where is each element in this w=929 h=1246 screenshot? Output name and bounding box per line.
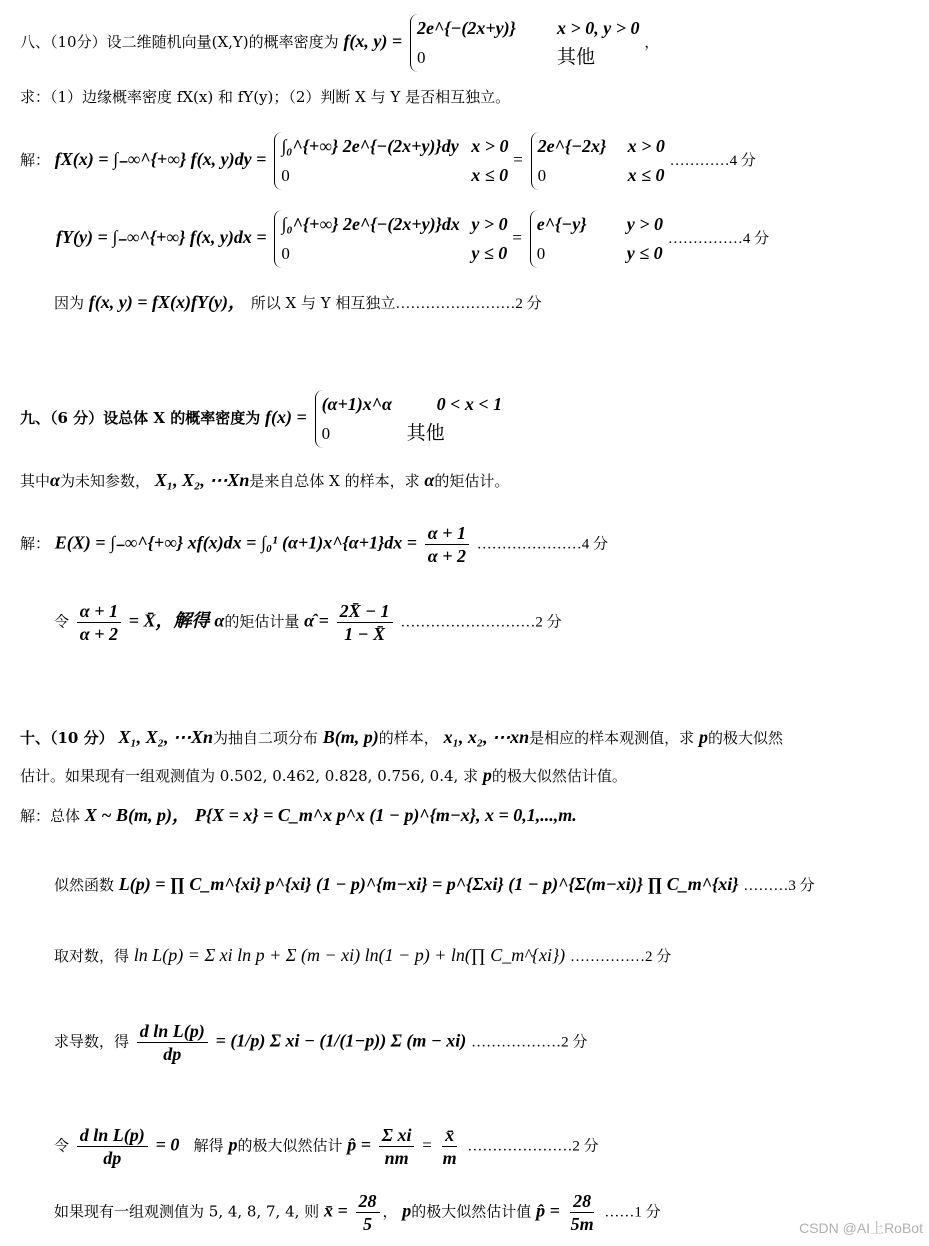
s8-fy-r2: 0 (536, 244, 546, 263)
s9-let-fraction (77, 600, 121, 645)
s8-sol-label: 解： (20, 151, 51, 169)
s9-ex-formula: E(X) = ∫₋∞^{+∞} xf(x)dx = ∫₀¹ (α+1)x^{α+1}dx = (54, 532, 418, 553)
s9-ex-fraction (425, 522, 469, 567)
s9-hat-fraction (337, 600, 393, 645)
s8-fy-c2: 0 (281, 244, 290, 263)
s8-fx-score: …………4 分 (669, 153, 756, 169)
s8-density-cases (410, 14, 640, 72)
s10-set-den: nm (384, 1148, 409, 1168)
s8-ask: 求：（1）边缘概率密度 fX(x) 和 fY(y)；（2）判断 X 与 Y 是否相互独立。 (20, 88, 511, 106)
s8-fy-result (530, 210, 663, 268)
s10-sol-pmf: P{X = x} = C_m^x p^x (1 − p)^{m−x}, x = 0,1,...,m. (194, 805, 577, 825)
s10-q2-b: 的极大似然估计值。 (491, 767, 627, 785)
s10-der-num: d ln L(p) (137, 1020, 208, 1043)
s9-let-num: α + 1 (77, 600, 121, 623)
s10-obs: x₁, x₂, ⋯xn (443, 727, 530, 747)
s10-solution-line (20, 805, 577, 826)
s9-hat-den: 1 − X̄ (344, 624, 386, 644)
s9-case1: (α+1)x^α (321, 394, 392, 414)
s10-final: 如果现有一组观测值为 5, 4, 8, 7, 4, 则 x̄ = $\frac{28}{5}$ ， p的极大似然估计值 p̂ = $\frac{28}{5m}$ ……1 分 (54, 1191, 661, 1234)
s10-q-a: 十、（10 分） (20, 729, 114, 747)
s10-sol-dist: X ~ B(m, p)， (84, 805, 191, 825)
s9-let-eq: = X̄，解得 (128, 610, 210, 631)
s8-cond1: x > 0, y > 0 (556, 18, 640, 38)
s10-log-formula: ln L(p) = Σ xi ln p + Σ (m − xi) ln(1 − p) + ln(∏ C_m^{xi}) (133, 945, 566, 965)
s8-fy-k1: y > 0 (471, 214, 508, 234)
s10-fin-x-fraction (356, 1190, 380, 1235)
s9-ex-score: …………………4 分 (476, 536, 609, 553)
s8-tail: ， (644, 33, 660, 51)
s10-p-4: p (402, 1200, 412, 1221)
s9-params-d: 的矩估计。 (434, 472, 510, 490)
s8-fx-line: 解： fX(x) = ∫₋∞^{+∞} f(x, y)dy = ∫₀^{+∞} 2e^{−(2x+y)}dy x > 0 0 x ≤ 0 = 2e^{−2x} x > 0 0 x ≤ 0 …………4 分 (20, 132, 756, 190)
s10-lik-score: ………3 分 (743, 878, 815, 894)
s9-cond1: 0 < x < 1 (436, 394, 503, 414)
s10-set-mean-fraction (440, 1124, 460, 1169)
s8-fx-c2: 0 (281, 166, 290, 185)
s9-expectation (20, 522, 608, 567)
s8-fy-r1: e^{−y} (536, 214, 587, 234)
s9-params-c: 是来自总体 X 的样本，求 (249, 472, 420, 490)
s10-fin-fraction (568, 1190, 597, 1235)
s10-set-score: …………………2 分 (467, 1138, 599, 1155)
s8-independence (54, 292, 542, 314)
s8-case2: 0 (416, 48, 426, 67)
s9-sol-label: 解： (20, 534, 51, 553)
s10-q2-a: 估计。如果现有一组观测值为 0.502, 0.462, 0.828, 0.756, 0.4, 求 (20, 767, 479, 785)
s10-log (54, 945, 671, 967)
s10-set-b: 解得 (193, 1136, 224, 1155)
s8-question-line (20, 14, 659, 72)
s9-density-label: f(x) = (265, 407, 307, 427)
s10-p-2: p (482, 765, 492, 785)
s9-let: 令 (54, 612, 70, 631)
s10-log-a: 取对数，得 (54, 947, 130, 965)
s10-likelihood (54, 874, 815, 896)
s10-set-fraction (77, 1124, 148, 1169)
s10-fin-x: x̄ = (323, 1200, 348, 1221)
s10-set-mle-fraction (379, 1124, 415, 1169)
s10-der-score: ………………2 分 (471, 1034, 588, 1051)
s10-q-d: 是相应的样本观测值，求 (529, 729, 695, 747)
s10-question-line (20, 727, 783, 748)
s8-question-text: 八、（10分）设二维随机向量(X,Y)的概率密度为 (20, 33, 339, 51)
s8-fx-r1: 2e^{−2x} (537, 136, 607, 156)
s8-fy-c1: ∫₀^{+∞} 2e^{−(2x+y)}dx (281, 214, 460, 234)
s10-sample: X₁, X₂, ⋯Xn (118, 727, 213, 747)
s8-fy-lhs: fY(y) = ∫₋∞^{+∞} f(x, y)dx = (56, 227, 267, 247)
s10-fin-b: 的极大似然估计值 (411, 1202, 532, 1221)
s10-set-hat: p̂ = (347, 1134, 372, 1155)
s10-set-a: 令 (54, 1136, 70, 1155)
s9-question-text: 九、（6 分）设总体 X 的概率密度为 (20, 409, 261, 427)
s10-p: p (698, 727, 708, 747)
s8-fx-c1: ∫₀^{+∞} 2e^{−(2x+y)}dy (281, 136, 459, 156)
s10-lik-a: 似然函数 (54, 876, 115, 894)
s9-case2: 0 (321, 424, 331, 443)
s10-dist: B(m, p) (322, 727, 379, 747)
s10-fin-a: 如果现有一组观测值为 5, 4, 8, 7, 4, 则 (54, 1202, 320, 1221)
s8-case1: 2e^{−(2x+y)} (416, 18, 516, 38)
s10-set-c: 的极大似然估计 (237, 1136, 343, 1155)
s10-fin-den: 5m (570, 1214, 594, 1234)
s9-params-b: 为未知参数， (59, 472, 150, 490)
s9-sample: X₁, X₂, ⋯Xn (154, 470, 250, 490)
s8-fx-r2: 0 (537, 166, 547, 185)
s10-question-line-2 (20, 765, 627, 786)
s10-set-r-num: x̄ (442, 1124, 457, 1147)
s9-cond2: 其他 (406, 422, 445, 444)
s9-alpha: α (50, 470, 60, 490)
s9-alpha-3: α (214, 610, 225, 631)
s8-ind-score: ……………………2 分 (395, 296, 542, 312)
s8-fy-k2: y ≤ 0 (471, 243, 508, 263)
s10-sol-a: 解：总体 (20, 807, 81, 825)
s10-q-e: 的极大似然 (707, 729, 783, 747)
s9-hat: α̂ = (304, 610, 329, 631)
s9-let-b: 的矩估计量 (224, 612, 300, 631)
s8-fy-rk2: y ≤ 0 (626, 243, 663, 263)
s10-p-3: p (228, 1134, 238, 1155)
s8-fx-lhs: fX(x) = ∫₋∞^{+∞} f(x, y)dy = (54, 149, 267, 169)
watermark: CSDN @AI上RoBot (799, 1220, 923, 1236)
s8-fy-score: ……………4 分 (667, 231, 770, 247)
s8-fx-result (531, 132, 665, 190)
s10-log-score: ……………2 分 (569, 949, 672, 965)
s9-let-score: ………………………2 分 (400, 614, 562, 631)
s10-set-num: Σ xi (379, 1124, 415, 1147)
s10-q-c: 的样本， (378, 729, 439, 747)
s9-let-den: α + 2 (79, 624, 119, 644)
s10-fin-x-num: 28 (356, 1190, 380, 1213)
s8-fx-k1: x > 0 (471, 136, 509, 156)
s8-ind-formula: f(x, y) = fX(x)fY(y)， (88, 292, 246, 312)
s10-set-der-num: d ln L(p) (77, 1124, 148, 1147)
s9-params (20, 470, 509, 491)
s10-q-b: 为抽自二项分布 (212, 729, 318, 747)
s8-fx-rk2: x ≤ 0 (627, 165, 665, 185)
s9-params-a: 其中 (20, 472, 51, 490)
s10-set-zero: 令 $\frac{\text{d ln L(p)}}{dp}$ = 0 解得 p的极大似然估计 p̂ = $\frac{\text{Σ xi}}{nm}$ = $\frac{x̄}{m}$ …………………2 分 (54, 1125, 599, 1168)
s10-set-der-den: dp (103, 1148, 122, 1168)
s10-der-fraction (137, 1020, 208, 1065)
s10-lik-formula: L(p) = ∏ C_m^{xi} p^{xi} (1 − p)^{m−xi} = p^{Σxi} (1 − p)^{Σ(m−xi)} ∏ C_m^{xi} (118, 874, 739, 894)
s8-ind-b: 所以 X 与 Y 相互独立 (250, 294, 396, 312)
s8-fy-cases (274, 210, 507, 268)
s10-fin-hat: p̂ = (536, 1200, 560, 1221)
s10-der-den: dp (163, 1044, 182, 1064)
s8-fy-line: fY(y) = ∫₋∞^{+∞} f(x, y)dx = ∫₀^{+∞} 2e^{−(2x+y)}dx y > 0 0 y ≤ 0 = e^{−y} y > 0 0 y ≤ 0 ……………4 分 (56, 210, 769, 268)
s8-cond2: 其他 (556, 46, 595, 68)
s10-set-eq: = 0 (155, 1134, 180, 1155)
s8-fx-rk1: x > 0 (627, 136, 665, 156)
s10-fin-score: ……1 分 (604, 1204, 661, 1221)
s10-set-r-den: m (442, 1148, 457, 1168)
s9-question-line (20, 390, 502, 448)
s8-density-label: f(x, y) = (343, 31, 403, 51)
s9-moment (54, 600, 562, 645)
s10-fin-num: 28 (570, 1190, 594, 1213)
s9-density-cases (315, 390, 503, 448)
s9-ex-num: α + 1 (425, 522, 469, 545)
s10-derivative (54, 1020, 587, 1065)
s9-ex-den: α + 2 (427, 546, 467, 566)
s8-fy-rk1: y > 0 (626, 214, 664, 234)
s10-der-a: 求导数，得 (54, 1032, 130, 1051)
s8-ind-a: 因为 (54, 294, 85, 312)
s10-fin-x-den: 5 (363, 1214, 372, 1234)
s9-alpha-2: α (424, 470, 435, 490)
s9-hat-num: 2X̄ − 1 (337, 600, 393, 623)
s10-der-formula: = (1/p) Σ xi − (1/(1−p)) Σ (m − xi) (215, 1030, 467, 1051)
s8-fx-cases (274, 132, 508, 190)
s8-fx-k2: x ≤ 0 (471, 165, 509, 185)
